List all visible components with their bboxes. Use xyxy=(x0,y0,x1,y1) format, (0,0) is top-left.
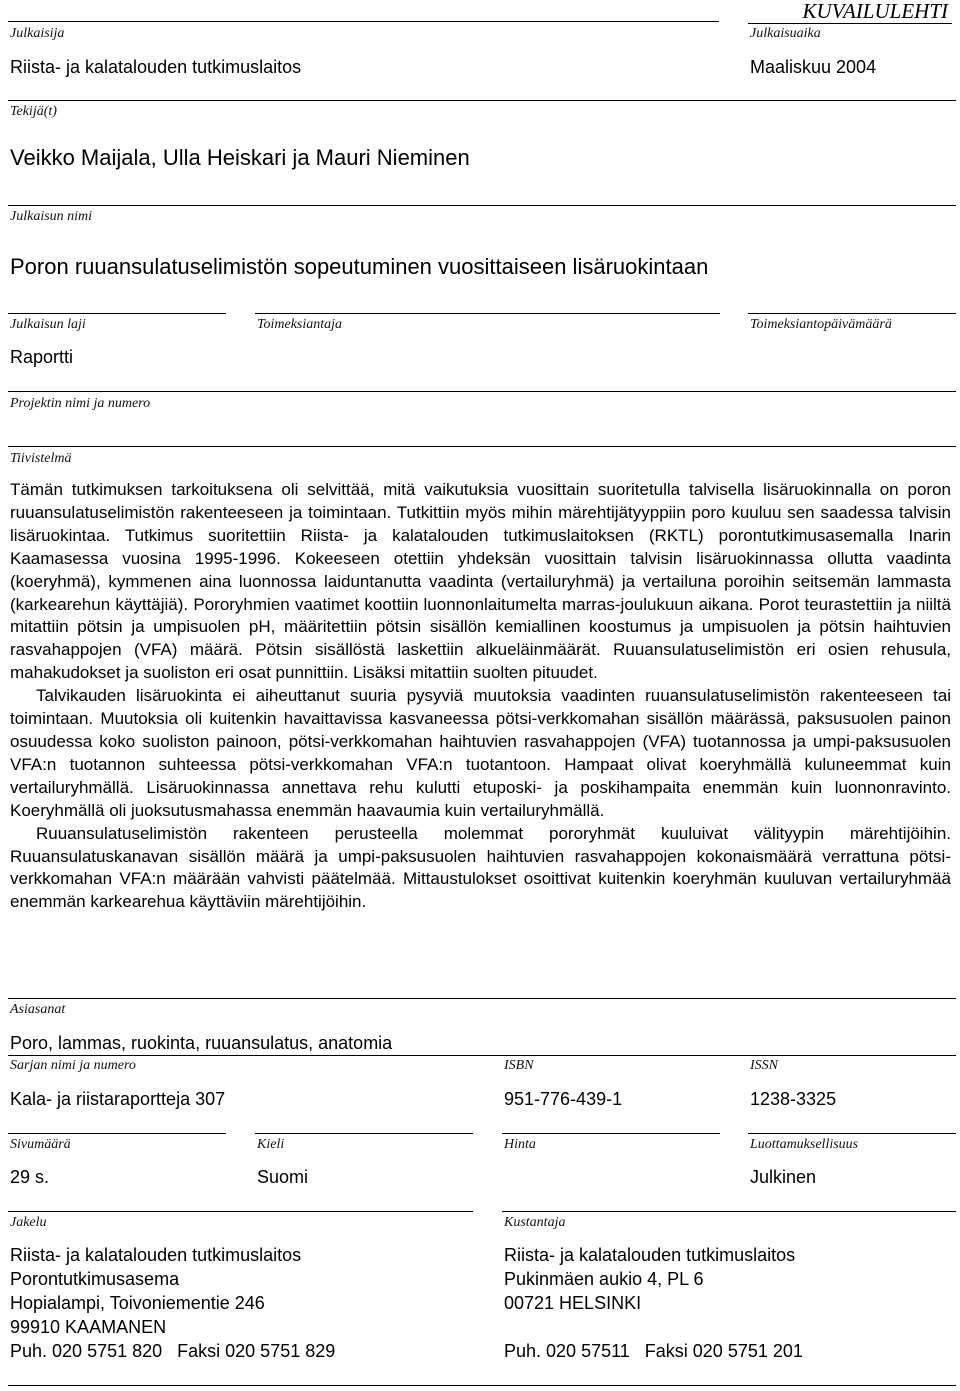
publication-type-label: Julkaisun laji xyxy=(10,317,86,332)
pages-label: Sivumäärä xyxy=(10,1137,71,1152)
publication-title-label: Julkaisun nimi xyxy=(10,209,93,224)
confidentiality-label: Luottamuksellisuus xyxy=(750,1137,859,1152)
details-rule-1 xyxy=(8,1133,226,1134)
confidentiality-value: Julkinen xyxy=(750,1167,817,1187)
language-value: Suomi xyxy=(257,1167,309,1187)
abstract-paragraph-3: Ruuansulatuselimistön rakenteen perusteella molemmat pororyhmät kuuluivat välityypin märehtijöihin. Ruuansulatuskanavan sisällön määrä ja umpi-paksusuolen haihtuvien rasvahappojen kokonaismäärä verrattuna pötsi-verkkomahan VFA:n määrään vahvisti päätelmää. Mittaustulokset osoittivat kuitenkin koeryhmän kuuluvan vertailuryhmää enemmän karkearehua käyttäviin märehtijöihin. xyxy=(10,823,951,912)
publication-date-label: Julkaisuaika xyxy=(750,26,821,41)
details-rule-3 xyxy=(502,1133,720,1134)
series-rule xyxy=(8,1055,956,1056)
distribution-line-4: 99910 KAAMANEN xyxy=(10,1317,167,1337)
abstract-rule xyxy=(8,446,956,447)
language-label: Kieli xyxy=(257,1137,285,1152)
series-value: Kala- ja riistaraportteja 307 xyxy=(10,1089,226,1109)
distribution-line-3: Hopialampi, Toivoniementie 246 xyxy=(10,1293,265,1313)
type-rule-2 xyxy=(255,313,720,314)
publisher-block-line-3: 00721 HELSINKI xyxy=(504,1293,642,1313)
isbn-label: ISBN xyxy=(504,1058,534,1073)
series-label: Sarjan nimi ja numero xyxy=(10,1058,136,1073)
commissioner-label: Toimeksiantaja xyxy=(257,317,343,332)
publisher-value: Riista- ja kalatalouden tutkimuslaitos xyxy=(10,57,302,77)
authors-value: Veikko Maijala, Ulla Heiskari ja Mauri Nieminen xyxy=(10,145,470,170)
issn-label: ISSN xyxy=(750,1058,778,1073)
keywords-value: Poro, lammas, ruokinta, ruuansulatus, anatomia xyxy=(10,1033,393,1053)
abstract-body xyxy=(10,479,951,914)
type-rule-3 xyxy=(748,313,956,314)
publication-date-value: Maaliskuu 2004 xyxy=(750,57,877,77)
price-label: Hinta xyxy=(504,1137,536,1152)
abstract-label: Tiivistelmä xyxy=(10,451,72,466)
publisher-block-phone-fax: Puh. 020 57511 Faksi 020 5751 201 xyxy=(504,1341,803,1361)
distribution-rule xyxy=(8,1211,473,1212)
publisher-block-rule xyxy=(502,1211,956,1212)
isbn-value: 951-776-439-1 xyxy=(504,1089,623,1109)
details-rule-4 xyxy=(748,1133,956,1134)
publication-title-value: Poron ruuansulatuselimistön sopeutuminen vuosittaiseen lisäruokintaan xyxy=(10,254,709,279)
authors-rule xyxy=(8,100,956,101)
publication-type-value: Raportti xyxy=(10,347,74,367)
authors-label: Tekijä(t) xyxy=(10,104,57,119)
distribution-label: Jakelu xyxy=(10,1215,47,1230)
commission-date-label: Toimeksiantopäivämäärä xyxy=(750,317,892,332)
publisher-block-line-2: Pukinmäen aukio 4, PL 6 xyxy=(504,1269,704,1289)
distribution-phone-fax: Puh. 020 5751 820 Faksi 020 5751 829 xyxy=(10,1341,336,1361)
pages-value: 29 s. xyxy=(10,1167,50,1187)
abstract-paragraph-2: Talvikauden lisäruokinta ei aiheuttanut suuria pysyviä muutoksia vaadinten ruuansulatuselimistön rakenteeseen tai toimintaan. Muutoksia oli kuitenkin havaittavissa kasvaneessa pötsi-verkkomahan sisällön määrässä, paksusuolen painon osuudessa koko suoliston painoon, pötsi-verkkomahan haihtuvien rasvahappojen (VFA) tuotannossa ja umpi-paksusuolen VFA:n tuotannon suhteessa pötsi-verkkomahan VFA:n tuotantoon. Hampaat olivat koeryhmällä kuluneemmat kuin vertailuryhmällä. Lisäruokinnassa annettava rehu kulutti etuposki- ja poskihampaita enemmän kuin luonnonravinto. Koeryhmällä oli juoksutusmahassa enemmän haavaumia kuin vertailuryhmällä. xyxy=(10,686,951,820)
publisher-block-label: Kustantaja xyxy=(504,1215,566,1230)
bottom-rule xyxy=(8,1385,956,1386)
details-rule-2 xyxy=(255,1133,473,1134)
project-rule xyxy=(8,391,956,392)
distribution-line-1: Riista- ja kalatalouden tutkimuslaitos xyxy=(10,1245,302,1265)
publisher-block-line-1: Riista- ja kalatalouden tutkimuslaitos xyxy=(504,1245,796,1265)
title-rule xyxy=(8,205,956,206)
header-rule-left xyxy=(8,21,719,22)
distribution-line-2: Porontutkimusasema xyxy=(10,1269,180,1289)
type-rule-1 xyxy=(8,313,226,314)
keywords-label: Asiasanat xyxy=(10,1002,66,1017)
project-label: Projektin nimi ja numero xyxy=(10,396,151,411)
header-rule-right xyxy=(748,23,952,24)
keywords-rule xyxy=(8,998,956,999)
abstract-paragraph-1: Tämän tutkimuksen tarkoituksena oli selvittää, mitä vaikutuksia vuosittain suoritetulla talvisella lisäruokinnalla on poron ruuansulatuselimistön rakenteeseen ja toimintaan. Tutkittiin myös mihin märehtijätyyppiin poro kuuluu sen saadessa talvisin lisäruokintaa. Tutkimus suoritettiin Riista- ja kalatalouden tutkimuslaitoksen (RKTL) porontutkimusasemalla Inarin Kaamasessa vuosina 1995-1996. Kokeeseen otettiin yhdeksän vuosittain talvisin lisäruokinnassa ollutta vaadinta (koeryhmä), kymmenen aina luonnossa laiduntanutta vaadinta (vertailuryhmä) ja vertailuna poroihin seitsemän lammasta (karkearehun käyttäjiä). Pororyhmien vaatimet koottiin luonnonlaitumelta marras-joulukuun aikana. Porot teurastettiin ja niiltä mitattiin pötsin ja umpisuolen pH, määritettiin pötsin sisällön kemiallinen koostumus ja umpisuolen ja pötsin haihtuvien rasvahappojen (VFA) määrä. Pötsin sisällöstä laskettiin alkueläinmäärät. Ruuansulatuselimistön eri osien rehusula, mahakudokset ja suoliston eri osat punnittiin. Lisäksi mitattiin suolten pituudet. xyxy=(10,480,951,683)
document-type-heading: KUVAILULEHTI xyxy=(802,0,948,23)
publisher-label: Julkaisija xyxy=(10,26,65,41)
issn-value: 1238-3325 xyxy=(750,1089,837,1109)
